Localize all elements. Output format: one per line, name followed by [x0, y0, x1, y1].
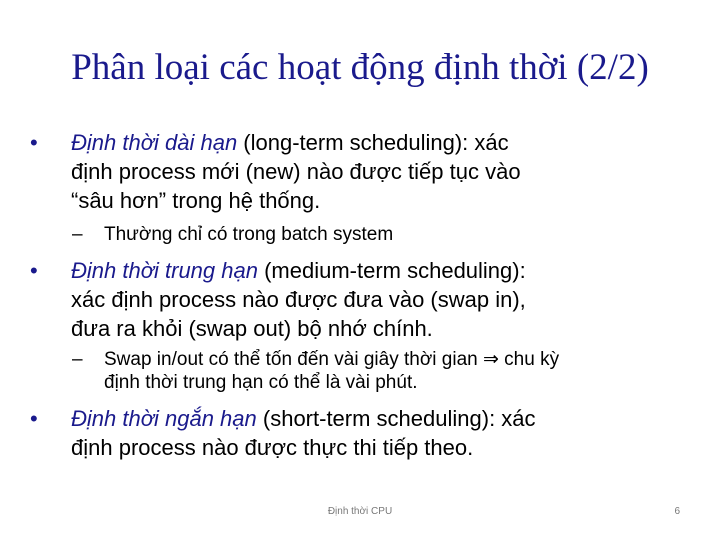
footer-label: Định thời CPU: [327, 506, 393, 517]
bullet-marker: •: [30, 130, 38, 155]
bullet-text: (long-term scheduling): xác: [237, 130, 509, 155]
bullet-marker: •: [30, 406, 38, 431]
bullet-text: (medium-term scheduling):: [257, 258, 526, 283]
term-medium-term: Định thời trung hạn: [71, 258, 258, 283]
term-short-term: Định thời ngắn hạn: [71, 406, 257, 431]
bullet-text: định process mới (new) nào được tiếp tục vào: [71, 159, 521, 184]
bullet-text: đưa ra khỏi (swap out) bộ nhớ chính.: [71, 316, 433, 341]
sub-bullet-text: định thời trung hạn có thể là vài phút.: [104, 372, 418, 393]
sub-bullet-marker: –: [72, 224, 83, 245]
bullet-marker: •: [30, 258, 38, 283]
term-long-term: Định thời dài hạn: [71, 130, 238, 155]
bullet-text: định process nào được thực thi tiếp theo.: [71, 435, 474, 460]
bullet-text: xác định process nào được đưa vào (swap in),: [71, 287, 526, 312]
sub-bullet-text: Thường chỉ có trong batch system: [104, 224, 394, 245]
slide-title: Phân loại các hoạt động định thời (2/2): [71, 47, 649, 88]
sub-bullet-text: Swap in/out có thể tốn đến vài giây thời gian ⇒ chu kỳ: [104, 349, 560, 370]
bullet-text: “sâu hơn” trong hệ thống.: [71, 188, 321, 213]
bullet-text: (short-term scheduling): xác: [256, 406, 536, 431]
page-number: 6: [674, 506, 680, 517]
sub-bullet-marker: –: [72, 349, 83, 370]
